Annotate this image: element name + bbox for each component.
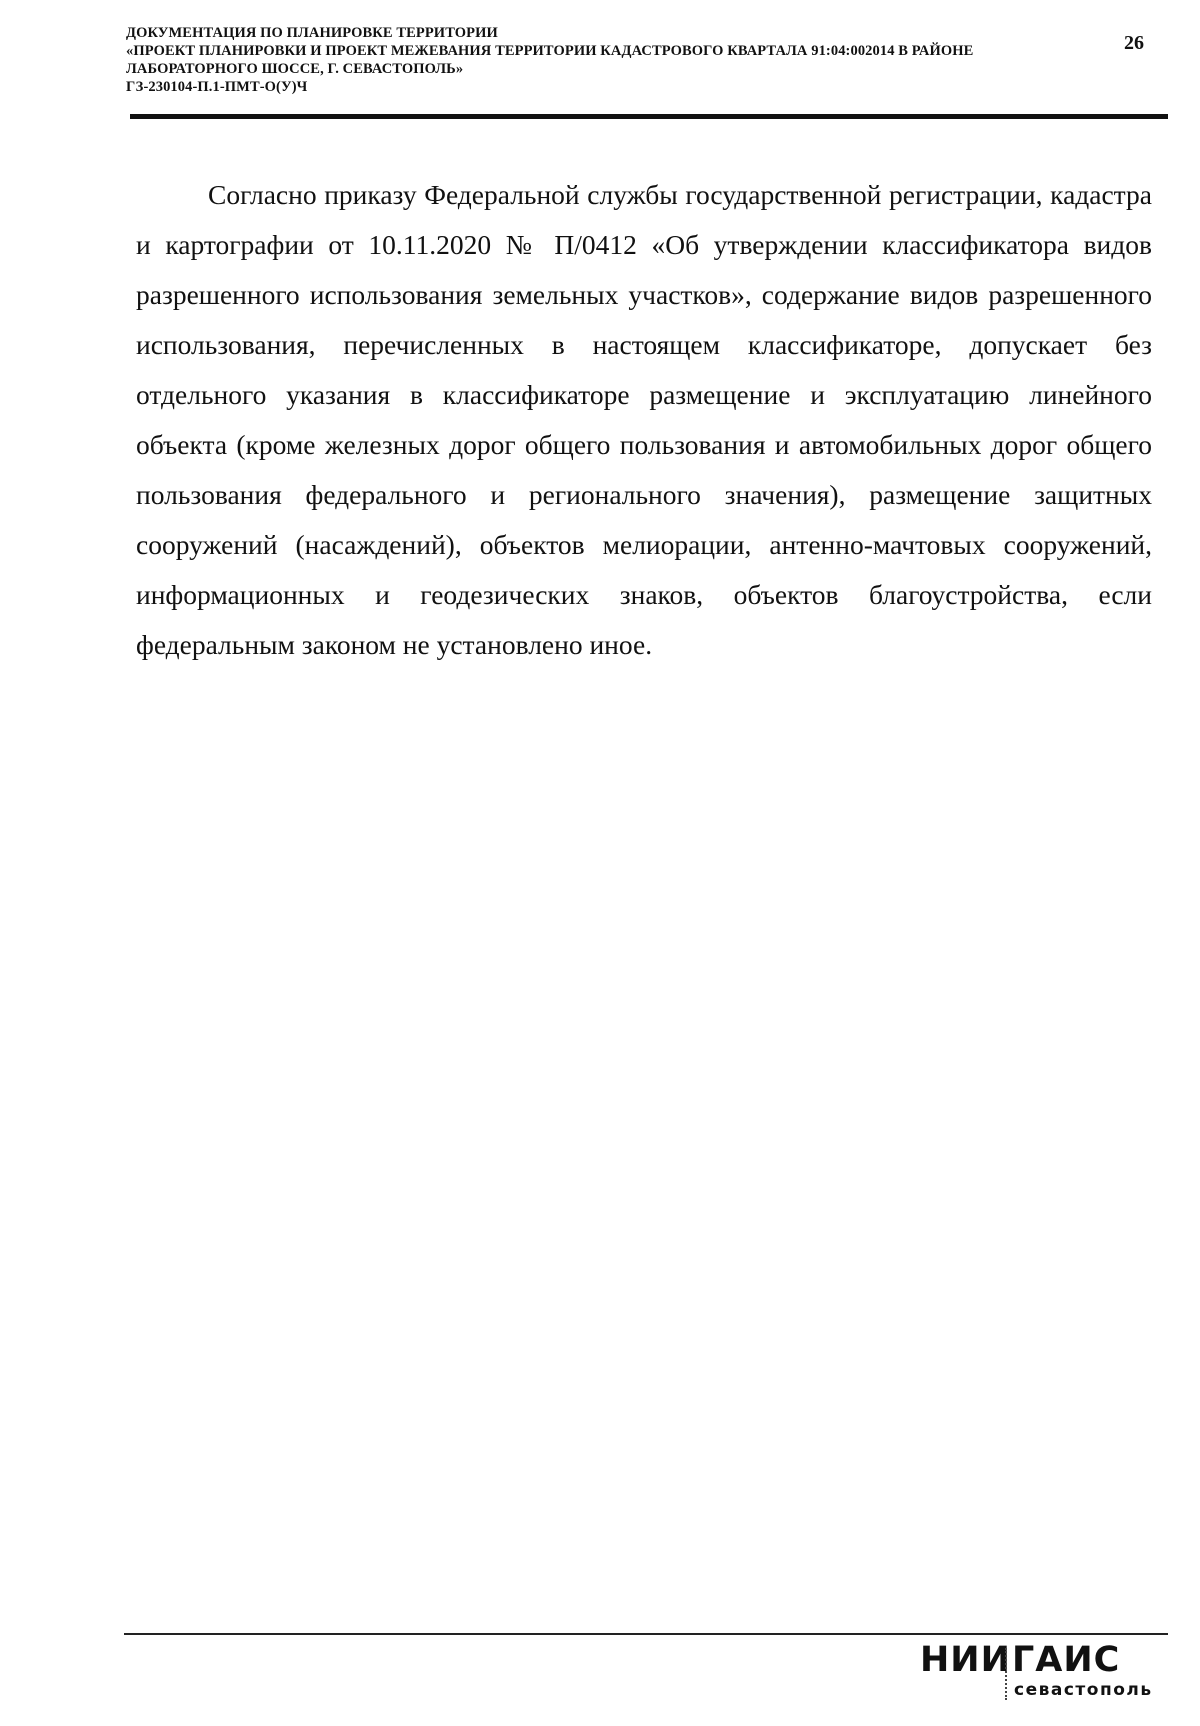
document-header xyxy=(126,24,1086,96)
logo-text-city: севастополь xyxy=(1014,1680,1153,1700)
header-divider xyxy=(130,114,1168,119)
company-logo xyxy=(920,1640,1170,1700)
footer-divider xyxy=(124,1633,1168,1635)
logo-divider xyxy=(1005,1648,1007,1700)
body-paragraph: Согласно приказу Федеральной службы государственной регистрации, кадастра и картографии от 10.11.2020 № П/0412 «Об утверждении классификатора видов разрешенного использования земельных участков», содержание видов разрешенного использования, перечисленных в настоящем классификаторе, допускает без отдельного указания в классификаторе размещение и эксплуатацию линейного объекта (кроме железных дорог общего пользования и автомобильных дорог общего пользования федерального и регионального значения), размещение защитных сооружений (насаждений), объектов мелиорации, антенно-мачтовых сооружений, информационных и геодезических знаков, объектов благоустройства, если федеральным законом не установлено иное. xyxy=(136,179,1152,660)
logo-text-nii: НИИ xyxy=(920,1640,1011,1680)
header-line-code: ГЗ-230104-П.1-ПМТ-О(У)Ч xyxy=(126,79,308,95)
header-line-location: ЛАБОРАТОРНОГО ШОССЕ, Г. СЕВАСТОПОЛЬ» xyxy=(126,61,464,77)
page-number: 26 xyxy=(1124,32,1144,54)
header-line-title: ДОКУМЕНТАЦИЯ ПО ПЛАНИРОВКЕ ТЕРРИТОРИИ xyxy=(126,25,498,41)
header-line-project: «ПРОЕКТ ПЛАНИРОВКИ И ПРОЕКТ МЕЖЕВАНИЯ ТЕРРИТОРИИ КАДАСТРОВОГО КВАРТАЛА 91:04:002014 В РАЙОНЕ xyxy=(126,43,974,59)
logo-text-gais: ГАИС xyxy=(1012,1640,1121,1680)
